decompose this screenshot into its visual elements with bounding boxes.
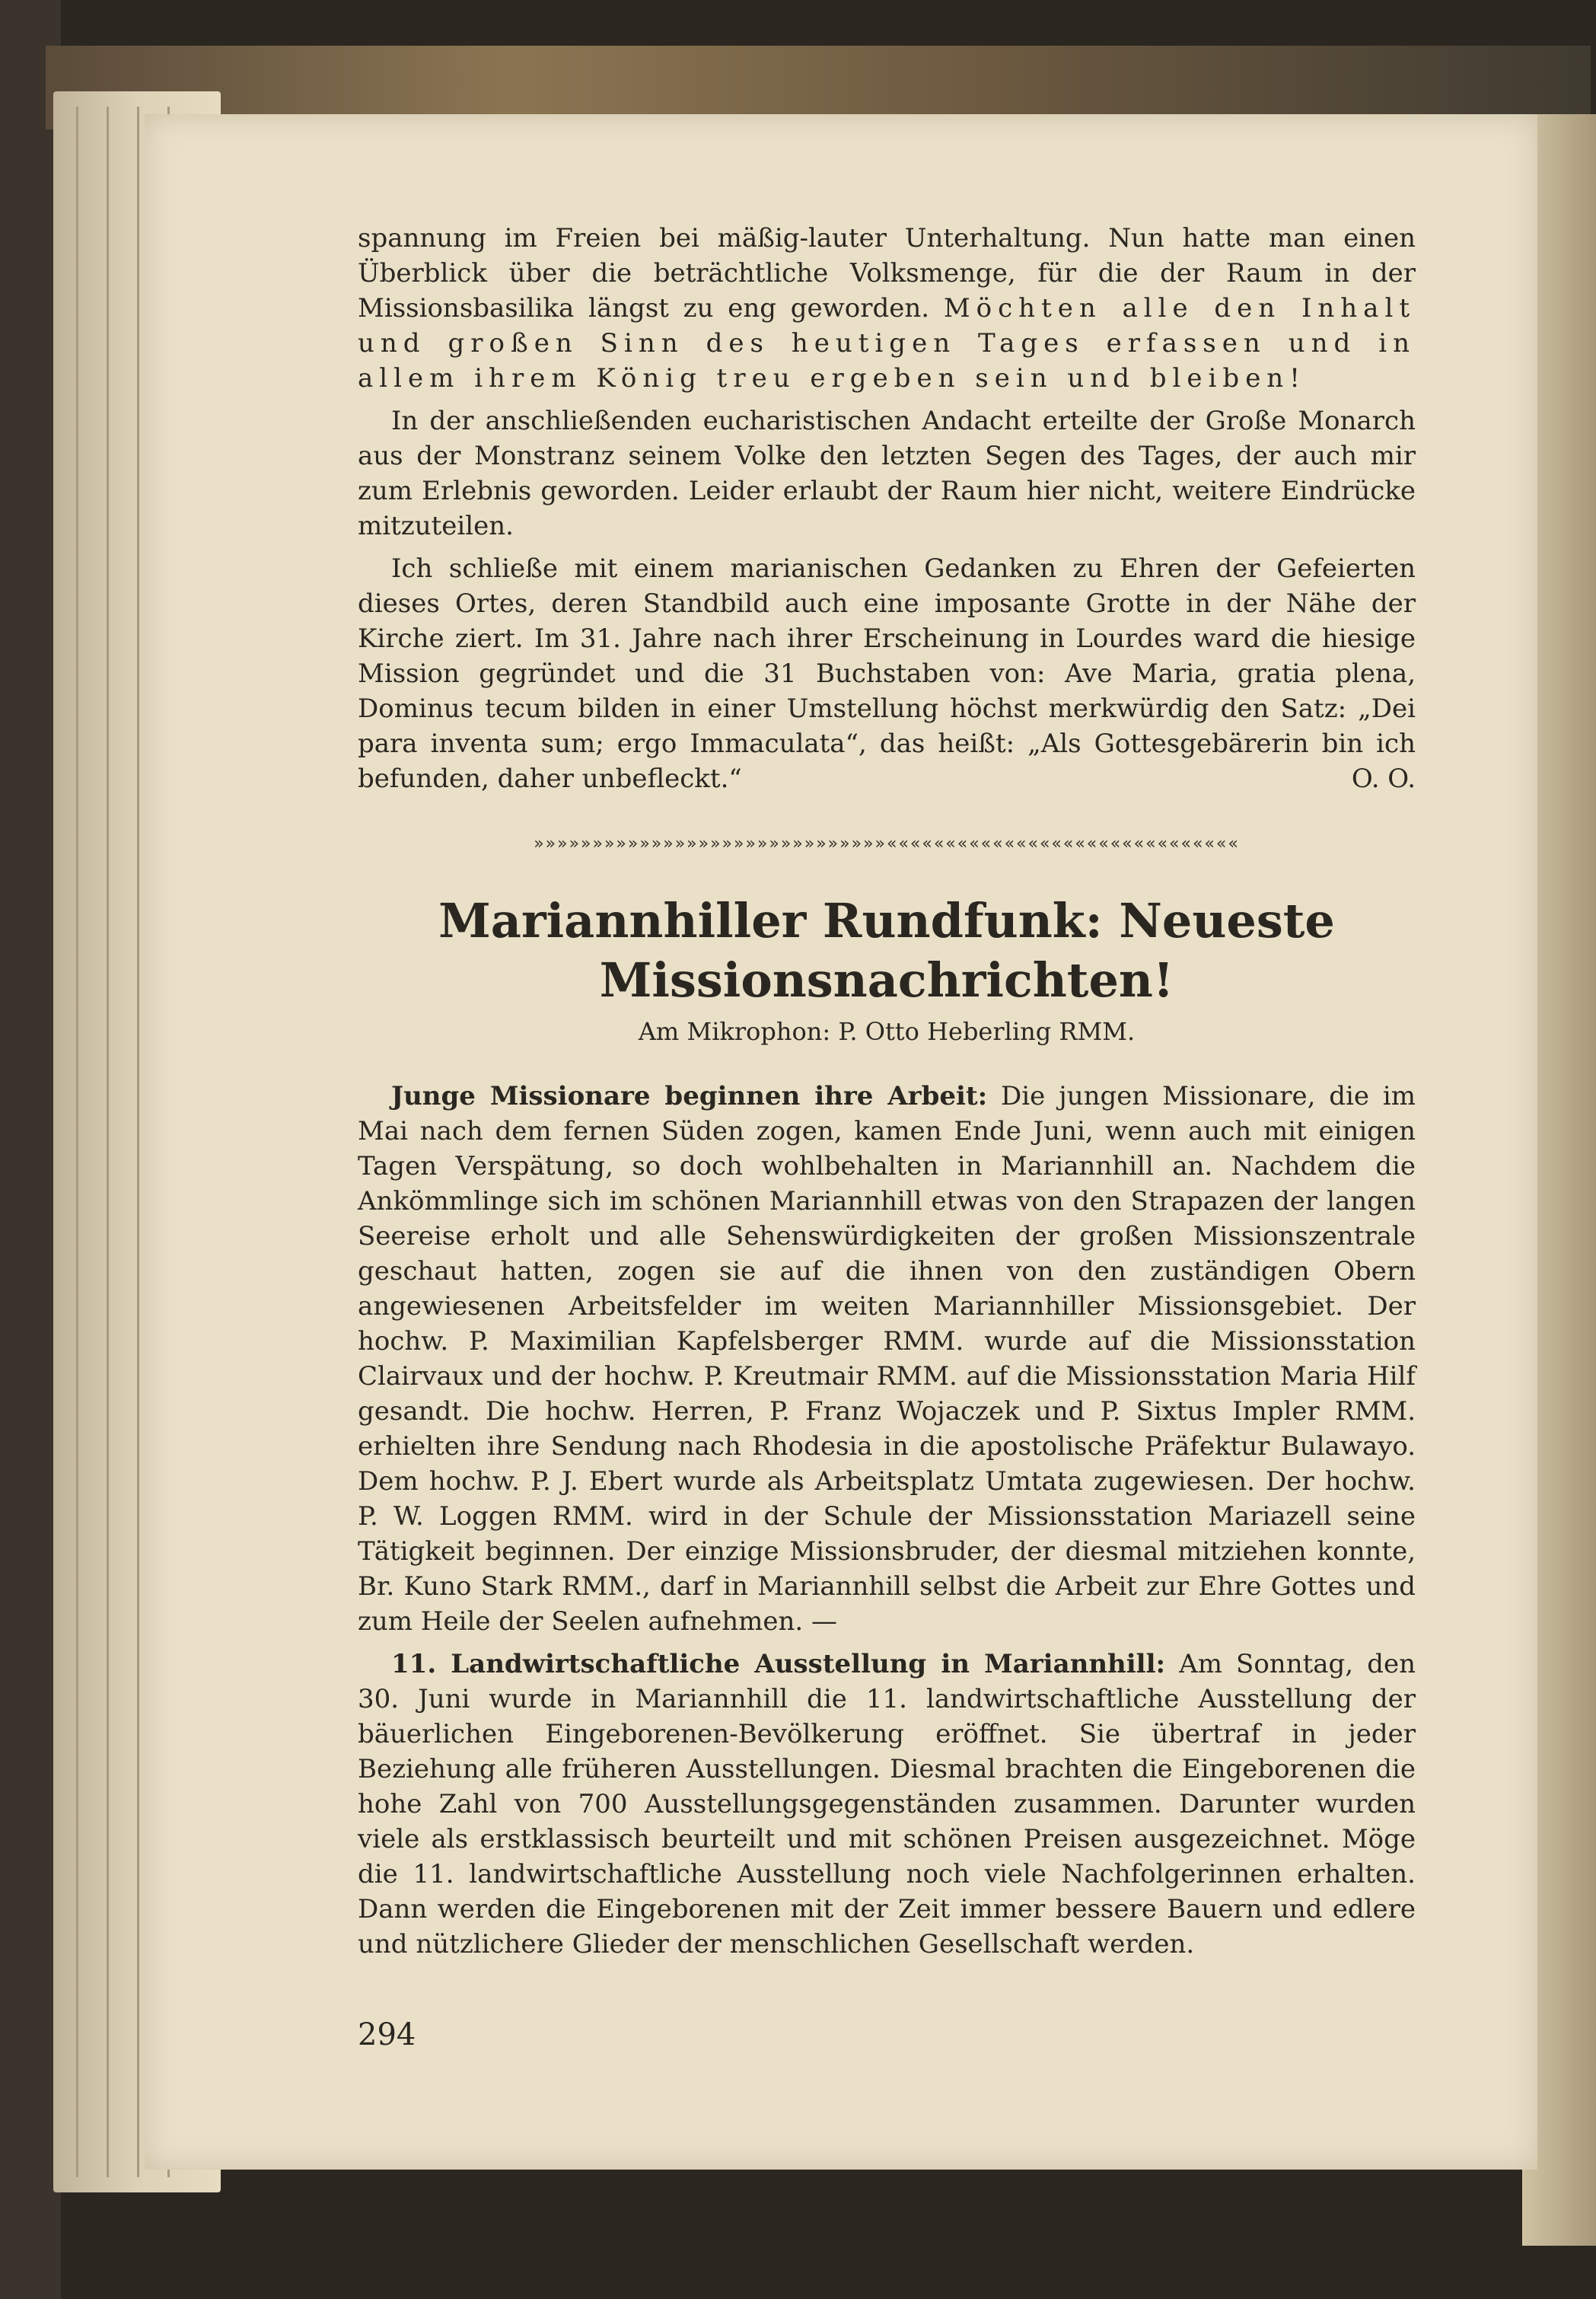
paragraph-text: spannung im Freien bei mäßig-lauter Unterhaltung. Nun hatte man einen Überblick über die beträchtliche Volksmenge, für die der Raum in der Missionsbasilika längst zu eng geworden. [358,223,1416,324]
article-byline: Am Mikrophon: P. Otto Heberling RMM. [638,1017,1136,1046]
book-cover-edge [0,0,61,2299]
paragraph: In der anschließenden eucharistischen Andacht erteilte der Große Monarch aus der Monstranz seinem Volke den letzten Segen des Tages, der auch mir zum Erlebnis geworden. Leider erlaubt der Raum hier nicht, weitere Eindrücke mitzuteilen. [358,406,1416,541]
page-text [358,221,1416,1962]
page-number: 294 [358,2017,416,2052]
signature: O. O. [1351,764,1416,794]
paragraph [358,1647,1416,1962]
paragraph [358,551,1416,796]
paragraph-text: Ich schließe mit einem marianischen Gedanken zu Ehren der Gefeierten dieses Ortes, deren Standbild auch eine imposante Grotte in der Nähe der Kirche ziert. Im 31. Jahre nach ihrer Erscheinung in Lourdes ward die hiesige Mission gegründet und die 31 Buchstaben von: Ave Maria, gratia plena, Dominus tecum bilden in einer Umstellung höchst merkwürdig den Satz: „Dei para inventa sum; ergo Immaculata“, das heißt: „Als Gottesgebärerin bin ich befunden, daher unbefleckt.“ [358,553,1416,794]
page-edge-line [107,107,109,2177]
page-edge-line [76,107,78,2177]
section-heading: 11. Landwirtschaftliche Ausstellung in Mariannhill: [391,1649,1166,1679]
paragraph [358,1079,1416,1639]
ornamental-divider: »»»»»»»»»»»»»»»»»»»»»»»»»»»»»»«««««««««««««««««««««««««««««« [534,834,1240,853]
page-edge-line [137,107,139,2177]
paragraph [358,221,1416,396]
article-title: Mariannhiller Rundfunk: Neueste Missionsnachrichten! [438,893,1335,1008]
paragraph-text: Am Sonntag, den 30. Juni wurde in Mariannhill die 11. landwirtschaftliche Ausstellung der bäuerlichen Eingeborenen-Bevölkerung eröffnet. Sie übertraf in jeder Beziehung alle früheren Ausstellungen. Diesmal brachten die Eingeborenen die hohe Zahl von 700 Ausstellungsgegenständen zusammen. Darunter wurden viele als erstklassisch beurteilt und mit schönen Preisen ausgezeichnet. Möge die 11. landwirtschaftliche Ausstellung noch viele Nachfolgerinnen erhalten. Dann werden die Eingeborenen mit der Zeit immer bessere Bauern und edlere und nützlichere Glieder der menschlichen Gesellschaft werden. [358,1649,1416,1959]
emphasized-text: Möchten alle den Inhalt und großen Sinn des heutigen Tages erfassen und in allem ihrem König treu ergeben sein und bleiben! [358,293,1416,394]
section-heading: Junge Missionare beginnen ihre Arbeit: [391,1081,988,1111]
paragraph-text: Die jungen Missionare, die im Mai nach dem fernen Süden zogen, kamen Ende Juni, wenn auch mit einigen Tagen Verspätung, so doch wohlbehalten in Mariannhill an. Nachdem die Ankömmlinge sich im schönen Mariannhill etwas von den Strapazen der langen Seereise erholt und alle Sehenswürdigkeiten der großen Missionszentrale geschaut hatten, zogen sie auf die ihnen von den zuständigen Obern angewiesenen Arbeitsfelder im weiten Mariannhiller Missionsgebiet. Der hochw. P. Maximilian Kapfelsberger RMM. wurde auf die Missionsstation Clairvaux und der hochw. P. Kreutmair RMM. auf die Missionsstation Maria Hilf gesandt. Die hochw. Herren, P. Franz Wojaczek und P. Sixtus Impler RMM. erhielten ihre Sendung nach Rhodesia in die apostolische Präfektur Bulawayo. Dem hochw. P. J. Ebert wurde als Arbeitsplatz Umtata zugewiesen. Der hochw. P. W. Loggen RMM. wird in der Schule der Missionsstation Mariazell seine Tätigkeit beginnen. Der einzige Missionsbruder, der diesmal mitziehen konnte, Br. Kuno Stark RMM., darf in Mariannhill selbst die Arbeit zur Ehre Gottes und zum Heile der Seelen aufnehmen. — [358,1081,1416,1637]
